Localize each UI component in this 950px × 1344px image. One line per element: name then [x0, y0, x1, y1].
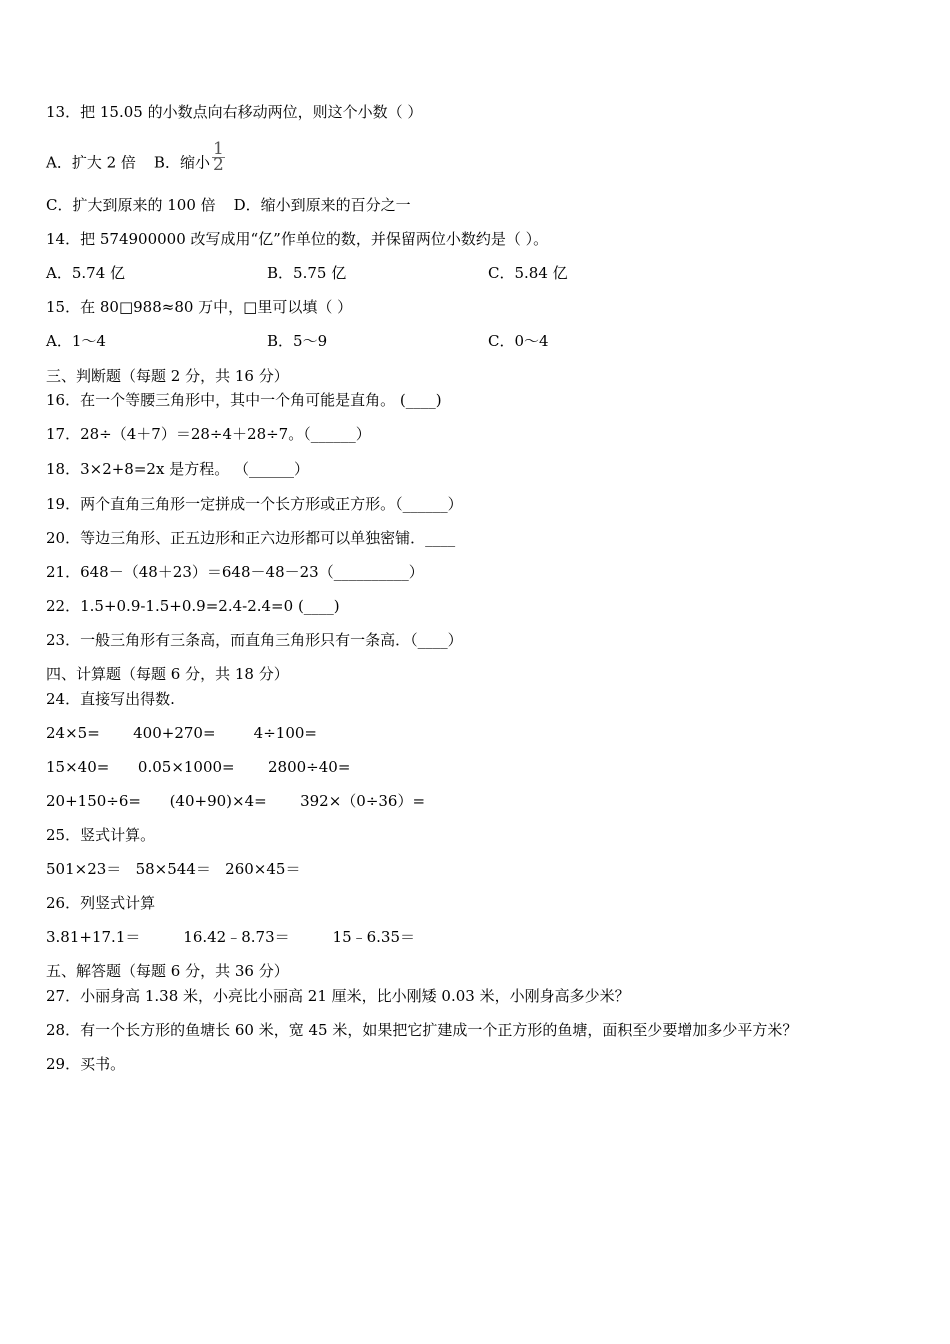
judge-item: 20．等边三角形、正五边形和正六边形都可以单独密铺．____ [46, 529, 456, 547]
section-3-heading: 三、判断题（每题 2 分，共 16 分） [46, 367, 289, 385]
calc-item: 24×5= 400+270= 4÷100= [46, 724, 317, 742]
calc-item: 3.81+17.1＝ 16.42﹣8.73＝ 15﹣6.35＝ [46, 928, 416, 946]
solve-item: 29．买书。 [46, 1055, 126, 1073]
q15-stem: 15．在 80□988≈80 万中，□里可以填（ ） [46, 298, 353, 316]
calc-item: 25．竖式计算。 [46, 826, 156, 844]
judge-item: 18．3×2+8=2x 是方程。 （______） [46, 460, 309, 478]
q13-option-b: B．缩小 [153, 153, 210, 172]
q13-option-c: C．扩大到原来的 100 倍 [46, 196, 216, 214]
q15-option-c: C．0～4 [488, 332, 549, 350]
q13-options-cd [46, 195, 411, 215]
section-5-heading: 五、解答题（每题 6 分，共 36 分） [46, 962, 289, 980]
calc-item: 501×23＝ 58×544＝ 260×45＝ [46, 860, 301, 878]
judge-item: 17．28÷（4＋7）＝28÷4＋28÷7。（______） [46, 425, 371, 443]
q14-option-a: A．5.74 亿 [46, 264, 125, 282]
q13-options-ab [46, 139, 225, 179]
calc-item: 20+150÷6= (40+90)×4= 392×（0÷36）= [46, 792, 426, 810]
q14-option-b: B．5.75 亿 [267, 264, 347, 282]
judge-item: 23．一般三角形有三条高，而直角三角形只有一条高．（____） [46, 631, 463, 649]
solve-item: 27．小丽身高 1.38 米，小亮比小丽高 21 厘米，比小刚矮 0.03 米，小刚身高多少米？ [46, 987, 630, 1005]
q14-stem: 14．把 574900000 改写成用“亿”作单位的数，并保留两位小数约是（ ）。 [46, 230, 549, 248]
q15-option-a: A．1～4 [46, 332, 106, 350]
judge-item: 16．在一个等腰三角形中，其中一个角可能是直角。 (____) [46, 391, 442, 409]
calc-item: 24．直接写出得数. [46, 690, 175, 708]
judge-item: 19．两个直角三角形一定拼成一个长方形或正方形。（______） [46, 495, 463, 513]
fraction-numerator: 1 [212, 139, 224, 159]
q13-option-a: A．扩大 2 倍 [46, 153, 136, 172]
fraction-one-half [212, 139, 225, 175]
calc-item: 26．列竖式计算 [46, 894, 156, 912]
solve-item: 28．有一个长方形的鱼塘长 60 米，宽 45 米，如果把它扩建成一个正方形的鱼塘，面积至少要增加多少平方米？ [46, 1021, 798, 1039]
q14-option-c: C．5.84 亿 [488, 264, 568, 282]
judge-item: 22．1.5+0.9-1.5+0.9=2.4-2.4=0 (____) [46, 597, 340, 615]
q13-option-d: D．缩小到原来的百分之一 [233, 196, 411, 214]
q13-stem: 13．把 15.05 的小数点向右移动两位，则这个小数（ ） [46, 103, 423, 121]
calc-item: 15×40= 0.05×1000= 2800÷40= [46, 758, 351, 776]
section-4-heading: 四、计算题（每题 6 分，共 18 分） [46, 665, 289, 683]
judge-item: 21．648－（48＋23）＝648－48－23（__________） [46, 563, 424, 581]
fraction-denominator: 2 [212, 155, 224, 175]
q15-option-b: B．5～9 [267, 332, 328, 350]
